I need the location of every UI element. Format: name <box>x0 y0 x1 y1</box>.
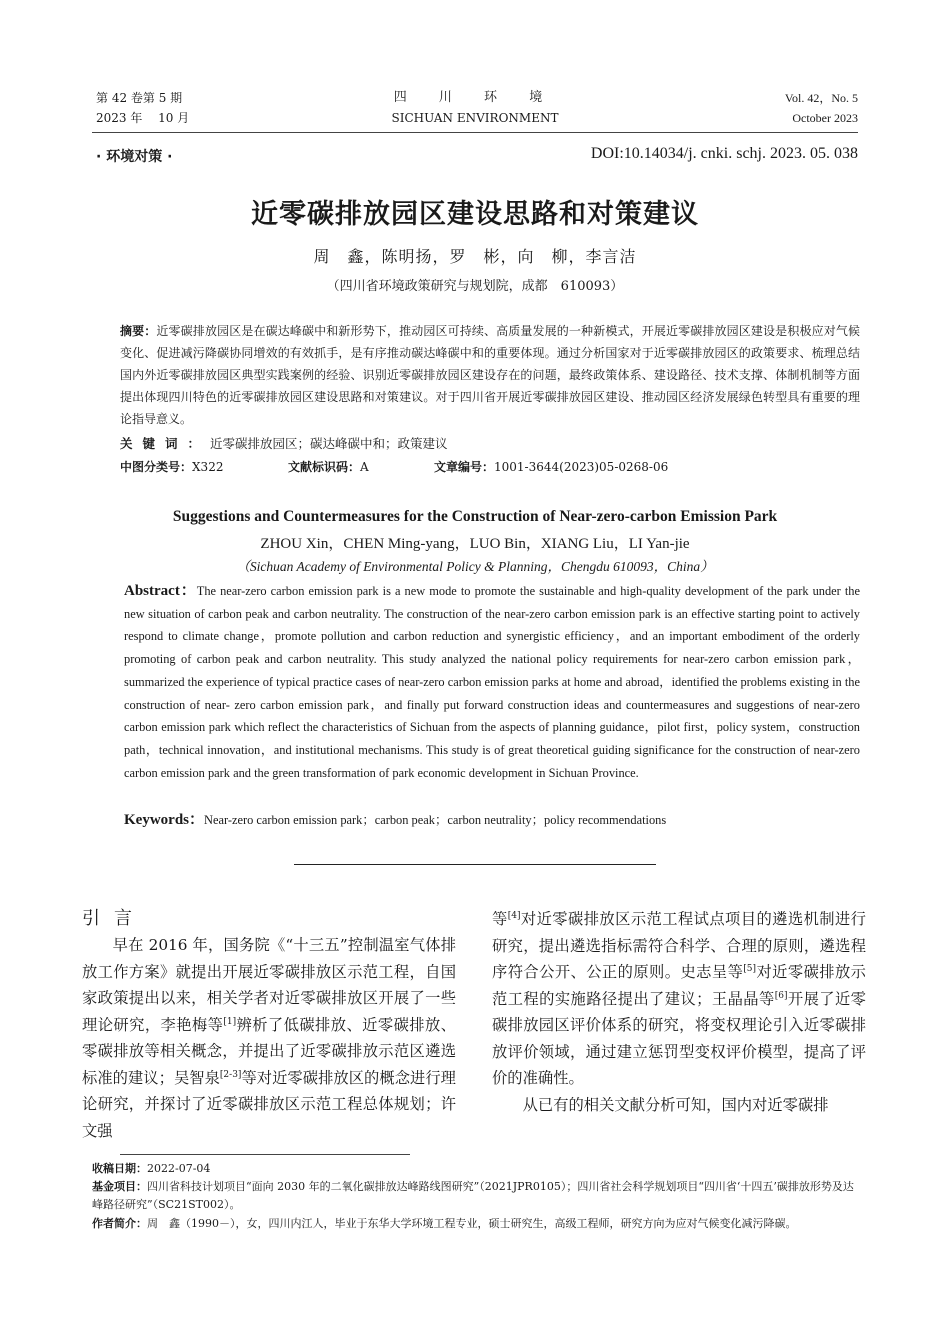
journal-name-en: SICHUAN ENVIRONMENT <box>391 111 559 125</box>
doi: DOI:10.14034/j. cnki. schj. 2023. 05. 038 <box>590 145 858 162</box>
header-rule <box>92 132 858 133</box>
article-no-value: 1001-3644(2023)05-0268-06 <box>494 460 669 474</box>
article-no-label: 文章编号： <box>434 460 495 474</box>
citation-ref: [1] <box>223 1016 237 1027</box>
keywords-en <box>124 808 860 829</box>
clc-label: 中图分类号： <box>120 460 193 474</box>
fund-label: 基金项目： <box>92 1180 147 1193</box>
footnote-author <box>92 1215 862 1233</box>
header-left <box>96 88 189 128</box>
body-paragraph <box>82 932 456 1144</box>
clc-block <box>120 460 223 474</box>
date-cn: 2023 年 10 月 <box>96 111 190 125</box>
section-tag: · 环境对策 · <box>96 149 173 165</box>
volume-cn: 第 42 卷第 5 期 <box>96 91 183 105</box>
volume-en: Vol. 42，No. 5 <box>784 91 858 105</box>
fund-value: 四川省科技计划项目“面向 2030 年的二氧化碳排放达峰路线图研究”（2021JPR0105）；四川省社会科学规划项目“四川省‘十四五’碳排放形势及达峰路径研究”（SC21ST002）。 <box>92 1180 854 1211</box>
body-text: 对近零碳排放区示范工程试点项目的遴选机制进行研究，提出遴选指标需符合科学、合理的原则，遴选程序符合公开、公正的原则。史志呈等 <box>492 910 866 981</box>
body-paragraph: 从已有的相关文献分析可知，国内对近零碳排 <box>522 1095 829 1114</box>
abstract-cn-label: 摘要： <box>120 324 157 338</box>
abstract-cn <box>120 320 860 430</box>
authors-en: ZHOU Xin，CHEN Ming-yang，LUO Bin，XIANG Liu，LI Yan-jie <box>260 536 690 552</box>
body-text: 早在 2016 年，国务院《“十三五”控制温室气体排放工作方案》就提出开展近零碳排放区示范工程，自国家政策提出以来，相关学者对近零碳排放区开展了一些理论研究，李艳梅等 <box>82 936 456 1034</box>
article-no-block <box>434 458 668 475</box>
body-text: 对近零碳排放示范工程的实施路径提出了建议；王晶晶等 <box>492 963 866 1008</box>
footnote-fund <box>92 1178 862 1214</box>
keywords-en-label: Keywords： <box>124 812 204 828</box>
paper-title-cn: 近零碳排放园区建设思路和对策建议 <box>251 199 699 230</box>
citation-ref: [5] <box>743 964 757 974</box>
abstract-en-label: Abstract： <box>124 583 197 599</box>
body-text: 开展了近零碳排放园区评价体系的研究，将变权理论引入近零碳排放评价领域，通过建立惩罚型变权评价模型，提高了评价的准确性。 <box>492 989 866 1087</box>
keywords-en-text: Near-zero carbon emission park；carbon peak；carbon neutrality；policy recommendations <box>204 813 667 827</box>
body-text: 等对近零碳排放区的概念进行理论研究，并探讨了近零碳排放区示范工程总体规划；许文强 <box>82 1068 456 1140</box>
received-label: 收稿日期： <box>92 1162 147 1175</box>
footnote-rule <box>120 1154 410 1155</box>
journal-name-cn: 四 川 环 境 <box>393 90 557 105</box>
body-text: 等 <box>492 910 508 928</box>
body-text: 辨析了低碳排放、近零碳排放、零碳排放等相关概念，并提出了近零碳排放示范区遴选标准的建议；吴智泉 <box>82 1015 456 1087</box>
author-bio-label: 作者简介： <box>92 1217 147 1230</box>
section-divider <box>294 864 656 865</box>
section-heading: 引言 <box>82 908 146 929</box>
body-paragraph <box>492 906 866 1092</box>
keywords-cn-label: 关键词： <box>120 436 211 451</box>
paper-title-en: Suggestions and Countermeasures for the Construction of Near-zero-carbon Emission Park <box>172 508 778 525</box>
author-bio-value: 周 鑫（1990－），女，四川内江人，毕业于东华大学环境工程专业，硕士研究生，高级工程师，研究方向为应对气候变化减污降碳。 <box>147 1217 797 1230</box>
citation-ref: [2-3] <box>219 1069 242 1080</box>
doc-code-value: A <box>360 460 369 474</box>
citation-ref: [4] <box>507 911 521 921</box>
authors-cn: 周 鑫，陈明扬，罗 彬，向 柳，李言洁 <box>313 247 637 266</box>
body-column-left <box>82 906 456 1144</box>
received-value: 2022-07-04 <box>147 1162 211 1175</box>
abstract-cn-text: 近零碳排放园区是在碳达峰碳中和新形势下，推动园区可持续、高质量发展的一种新模式，开展近零碳排放园区建设是积极应对气候变化、促进减污降碳协同增效的有效抓手，是有序推动碳达峰碳中和的重要体现。通过分析国家对于近零碳排放园区的政策要求、梳理总结国内外近零碳排放园区典型实践案例的经验、识别近零碳排放园区建设存在的问题，最终政策体系、建设路径、技术支撑、体制机制等方面提出体现四川特色的近零碳排放园区建设思路和对策建议。对于四川省开展近零碳排放园区建设、推动园区经济发展绿色转型具有重要的理论指导意义。 <box>120 324 860 426</box>
affiliation-cn: （四川省环境政策研究与规划院，成都 610093） <box>326 279 624 294</box>
header-right <box>785 88 858 128</box>
keywords-cn <box>120 434 860 452</box>
abstract-en <box>124 580 860 784</box>
classification-line <box>120 458 860 475</box>
header-center <box>375 88 575 128</box>
footnote-received <box>92 1160 862 1178</box>
body-column-right <box>492 906 866 1118</box>
doc-code-label: 文献标识码： <box>288 460 361 474</box>
clc-value: X322 <box>192 460 224 474</box>
doc-code-block <box>288 458 369 475</box>
affiliation-en: （Sichuan Academy of Environmental Policy & Planning，Chengdu 610093，China） <box>236 559 714 574</box>
citation-ref: [6] <box>774 990 788 1001</box>
date-en: October 2023 <box>792 111 858 125</box>
keywords-cn-text: 近零碳排放园区；碳达峰碳中和；政策建议 <box>210 436 448 451</box>
abstract-en-text: The near-zero carbon emission park is a new mode to promote the sustainable and high-quality development of the park under the new situation of carbon peak and carbon neutrality. The construction of the near-zero carbon emission park is an effective starting point to actively respond to climate change，promote pollution and carbon reduction and synergistic efficiency，and an important embodiment of the orderly promoting of carbon peak and carbon neutrality. This study analyzed the national policy requirements for near-zero carbon emission park，summarized the experience of typical practice cases of near-zero carbon emission parks at home and abroad，identified the problems existing in the construction of near- zero carbon emission park，and finally put forward construction ideas and countermeasures and suggestions of near-zero carbon emission park which reflect the characteristics of Sichuan from the aspects of planning guidance，pilot first，policy system，construction path，technical innovation，and institutional mechanisms. This study is of great theoretical guiding significance for the construction of near-zero carbon emission park and the green transformation of park economic development in Sichuan Province. <box>124 584 860 780</box>
